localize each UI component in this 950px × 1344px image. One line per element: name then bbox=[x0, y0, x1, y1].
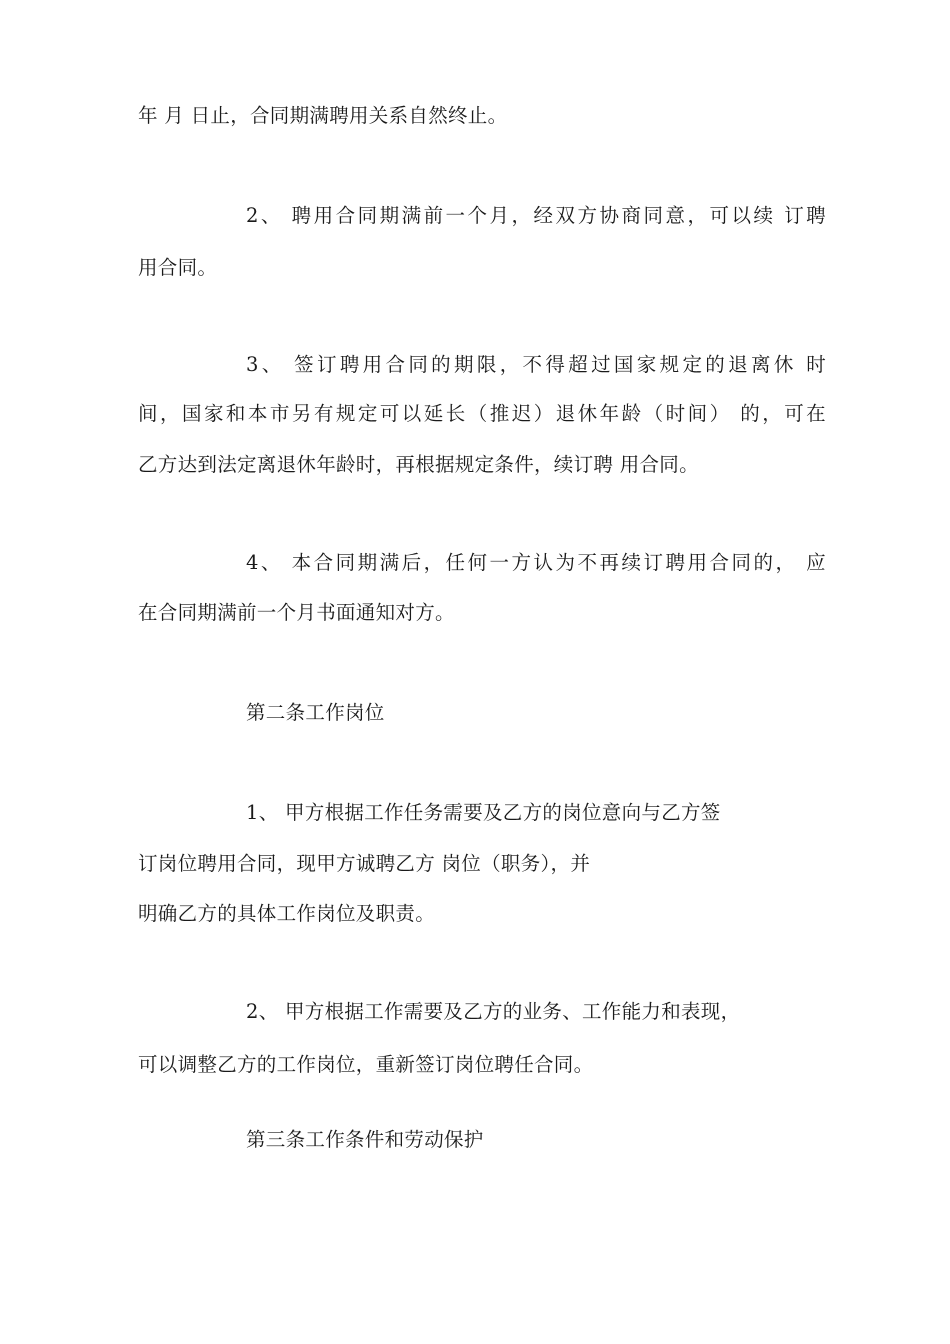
text-line: 年 月 日止，合同期满聘用关系自然终止。 bbox=[138, 104, 508, 127]
section-heading-article-3: 第三条工作条件和劳动保护 bbox=[246, 1128, 484, 1151]
text-line: 明确乙方的具体工作岗位及职责。 bbox=[138, 902, 436, 925]
text-line: 订岗位聘用合同，现甲方诚聘乙方 岗位（职务），并 bbox=[138, 852, 591, 875]
text-line: 乙方达到法定离退休年龄时，再根据规定条件，续订聘 用合同。 bbox=[138, 453, 699, 476]
clause-item-2: 2、 聘用合同期满前一个月，经双方协商同意，可以续 订聘 bbox=[246, 204, 826, 227]
section-heading-article-2: 第二条工作岗位 bbox=[246, 701, 385, 724]
text-line: 可以调整乙方的工作岗位，重新签订岗位聘任合同。 bbox=[138, 1053, 594, 1076]
text-line: 在合同期满前一个月书面通知对方。 bbox=[138, 601, 455, 624]
text-line: 用合同。 bbox=[138, 256, 218, 279]
text-line: 间，国家和本市另有规定可以延长（推迟）退休年龄（时间） 的，可在 bbox=[138, 402, 826, 425]
clause-item-3: 3、 签订聘用合同的期限，不得超过国家规定的退离休 时 bbox=[246, 353, 826, 376]
clause-item-2b: 2、 甲方根据工作需要及乙方的业务、工作能力和表现， bbox=[246, 1000, 741, 1023]
clause-item-1: 1、 甲方根据工作任务需要及乙方的岗位意向与乙方签 bbox=[246, 801, 721, 824]
clause-item-4: 4、 本合同期满后，任何一方认为不再续订聘用合同的， 应 bbox=[246, 551, 826, 574]
